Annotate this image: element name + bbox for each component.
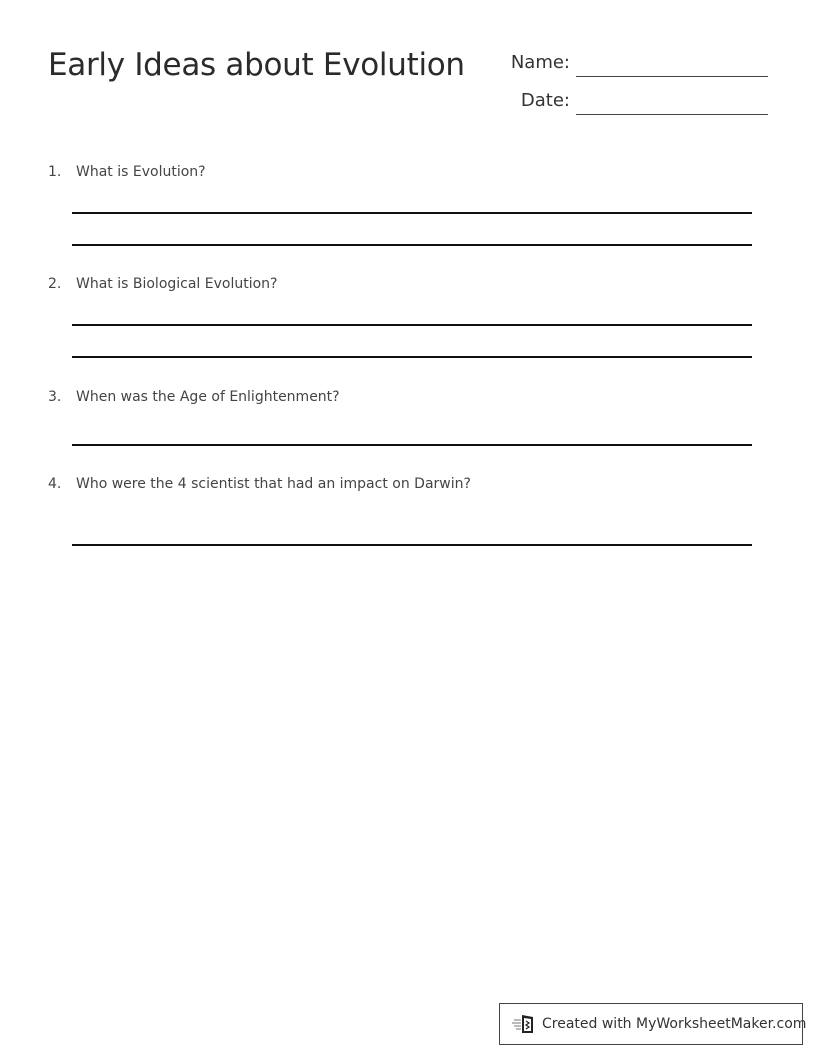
answer-line[interactable] (72, 356, 752, 358)
date-label: Date: (520, 90, 570, 111)
answer-line[interactable] (72, 212, 752, 214)
question-text: What is Evolution? (76, 164, 206, 180)
date-field[interactable] (576, 114, 768, 115)
footer-text: Created with MyWorksheetMaker.com (542, 1016, 807, 1032)
answer-line[interactable] (72, 244, 752, 246)
worksheet-maker-logo-icon (512, 1013, 536, 1035)
name-field[interactable] (576, 76, 768, 77)
answer-line[interactable] (72, 324, 752, 326)
question-number: 2. (48, 276, 62, 292)
question-number: 3. (48, 389, 62, 405)
answer-line[interactable] (72, 544, 752, 546)
question-number: 4. (48, 476, 62, 492)
answer-line[interactable] (72, 444, 752, 446)
question-text: What is Biological Evolution? (76, 276, 278, 292)
footer-badge[interactable] (499, 1003, 807, 1045)
question-text: Who were the 4 scientist that had an impact on Darwin? (76, 476, 471, 492)
worksheet-title: Early Ideas about Evolution (48, 47, 465, 83)
name-label: Name: (510, 52, 570, 73)
question-text: When was the Age of Enlightenment? (76, 389, 340, 405)
question-number: 1. (48, 164, 62, 180)
